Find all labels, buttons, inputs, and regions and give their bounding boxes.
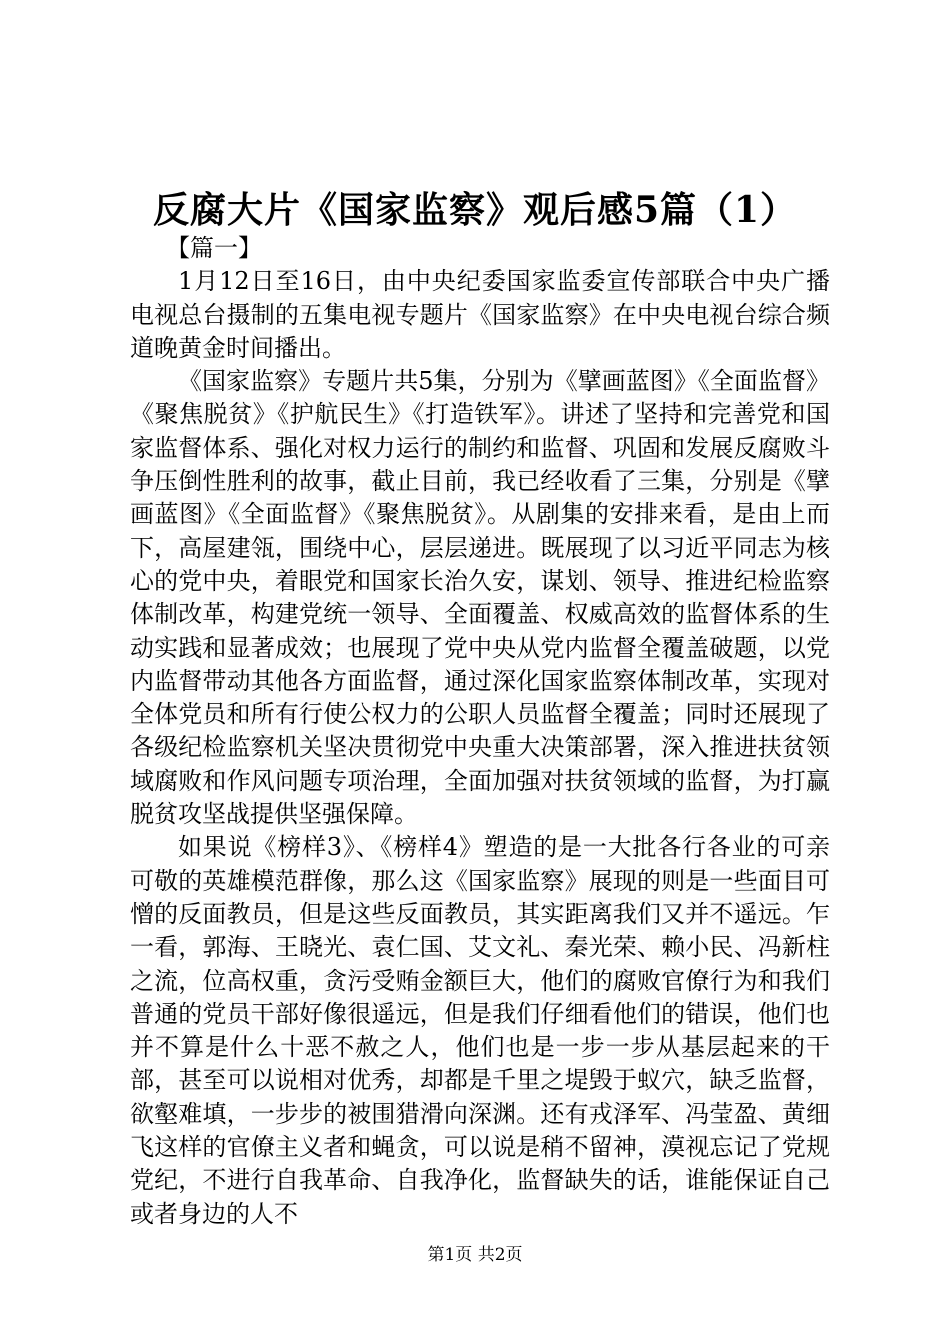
section-heading: 【篇一】 <box>166 234 262 262</box>
paragraph-3: 如果说《榜样3》、《榜样4》塑造的是一大批各行各业的可亲可敬的英雄模范群像，那么这《国家监察》展现的则是一些面目可憎的反面教员，但是这些反面教员，其实距离我们又并不遥远。乍一看，郭海、王晓光、袁仁国、艾文礼、秦光荣、赖小民、冯新柱之流，位高权重，贪污受贿金额巨大，他们的腐败官僚行为和我们普通的党员干部好像很遥远，但是我们仔细看他们的错误，他们也并不算是什么十恶不赦之人，他们也是一步一步从基层起来的干部，甚至可以说相对优秀，却都是千里之堤毁于蚁穴，缺乏监督，欲壑难填，一步步的被围猎滑向深渊。还有戎泽军、冯莹盈、黄细飞这样的官僚主义者和蝇贪，可以说是稍不留神，漠视忘记了党规党纪，不进行自我革命、自我净化，监督缺失的话，谁能保证自己或者身边的人不 <box>130 833 830 1228</box>
document-body <box>130 232 830 1231</box>
paragraph-2: 《国家监察》专题片共5集，分别为《擘画蓝图》《全面监督》《聚焦脱贫》《护航民生》《打造铁军》。讲述了坚持和完善党和国家监督体系、强化对权力运行的制约和监督、巩固和发展反腐败斗争压倒性胜利的故事，截止目前，我已经收看了三集，分别是《擘画蓝图》《全面监督》《聚焦脱贫》。从剧集的安排来看，是由上而下，高屋建瓴，围绕中心，层层递进。既展现了以习近平同志为核心的党中央，着眼党和国家长治久安，谋划、领导、推进纪检监察体制改革，构建党统一领导、全面覆盖、权威高效的监督体系的生动实践和显著成效；也展现了党中央从党内监督全覆盖破题，以党内监督带动其他各方面监督，通过深化国家监察体制改革，实现对全体党员和所有行使公权力的公职人员监督全覆盖；同时还展现了各级纪检监察机关坚决贯彻党中央重大决策部署，深入推进扶贫领域腐败和作风问题专项治理，全面加强对扶贫领域的监督，为打赢脱贫攻坚战提供坚强保障。 <box>130 367 830 829</box>
page-number-footer: 第1页 共2页 <box>427 1245 523 1265</box>
paragraph-1: 1月12日至16日，由中央纪委国家监委宣传部联合中央广播电视总台摄制的五集电视专题片《国家监察》在中央电视台综合频道晚黄金时间播出。 <box>130 267 830 362</box>
document-title: 反腐大片《国家监察》观后感5篇（1） <box>152 189 798 231</box>
